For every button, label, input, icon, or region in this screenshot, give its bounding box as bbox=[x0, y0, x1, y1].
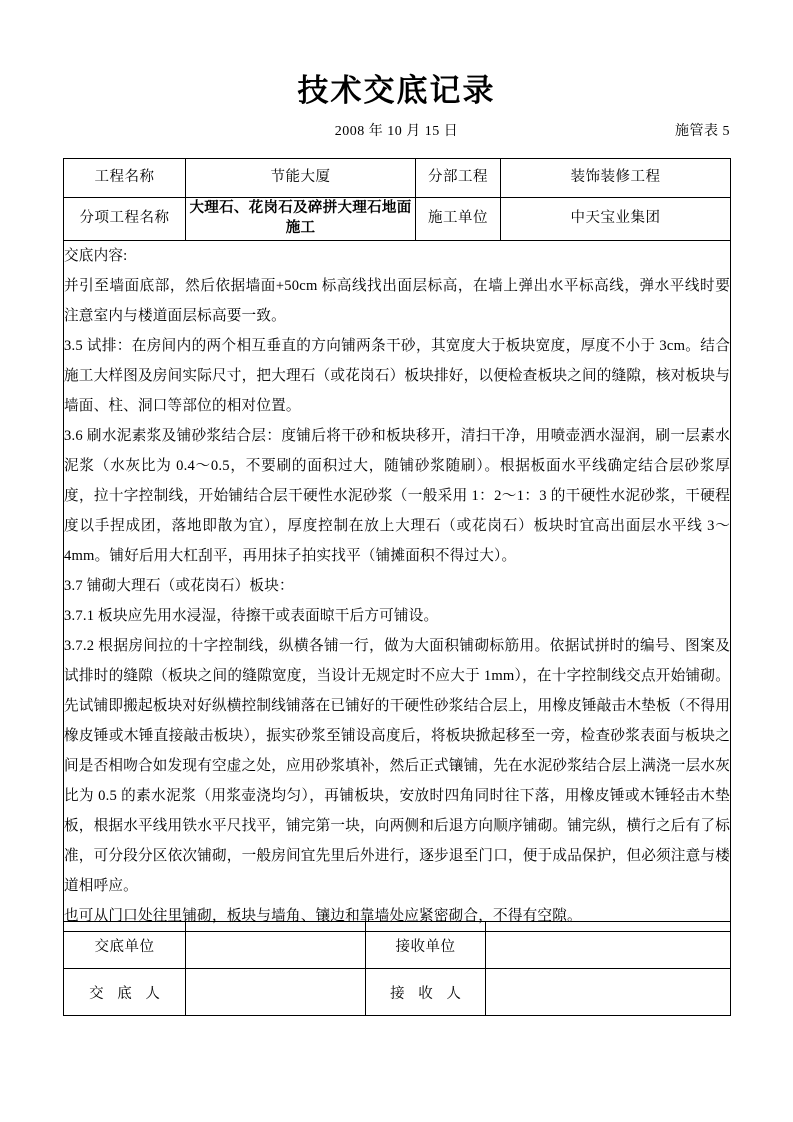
content-paragraph: 3.7 铺砌大理石（或花岗石）板块： bbox=[64, 578, 294, 594]
table-row bbox=[64, 159, 731, 198]
form-code: 施管表 5 bbox=[675, 124, 730, 140]
content-paragraph: 也可从门口处往里铺砌，板块与墙角、镶边和靠墙处应紧密砌合，不得有空隙。 bbox=[64, 908, 582, 924]
receiver-unit-field[interactable] bbox=[486, 922, 731, 969]
table-row bbox=[64, 922, 731, 969]
subproject-label: 分项工程名称 bbox=[64, 198, 186, 241]
content-paragraph: 3.7.2 根据房间拉的十字控制线，纵横各铺一行，做为大面积铺砌标筋用。依据试拼时的编号、图案及试排时的缝隙（板块之间的缝隙宽度，当设计无规定时不应大于 1mm），在十字控制线交点开始铺砌。先试铺即搬起板块对好纵横控制线铺落在已铺好的干硬性砂浆结合层上，用橡皮锤敲击木垫板（不得用橡皮锤或木锤直接敲击板块），振实砂浆至铺设高度后，将板块掀起移至一旁，检查砂浆表面与板块之间是否相吻合如发现有空虚之处，应用砂浆填补，然后正式镶铺，先在水泥砂浆结合层上满浇一层水灰比为 0.5 的素水泥浆（用浆壶浇均匀），再铺板块，安放时四角同时往下落，用橡皮锤或木锤轻击木垫板，根据水平线用铁水平尺找平，铺完第一块，向两侧和后退方向顺序铺砌。铺完纵，横行之后有了标准，可分段分区依次铺砌，一般房间宜先里后外进行，逐步退至门口，便于成品保护，但必须注意与楼道相呼应。 bbox=[64, 638, 730, 894]
document-date: 2008 年 10 月 15 日 bbox=[334, 124, 459, 140]
project-name-label: 工程名称 bbox=[64, 159, 186, 198]
content-paragraph: 并引至墙面底部，然后依据墙面+50cm 标高线找出面层标高，在墙上弹出水平标高线，弹水平线时要注意室内与楼道面层标高要一致。 bbox=[64, 278, 730, 324]
project-name-value: 节能大厦 bbox=[186, 159, 416, 198]
discloser-unit-label: 交底单位 bbox=[64, 922, 186, 969]
contractor-value: 中天宝业集团 bbox=[501, 198, 731, 241]
disclosure-content bbox=[64, 241, 730, 931]
discloser-unit-field[interactable] bbox=[186, 922, 366, 969]
subtitle-row bbox=[0, 120, 793, 142]
table-row bbox=[64, 969, 731, 1016]
subproject-value: 大理石、花岗石及碎拼大理石地面施工 bbox=[186, 198, 416, 241]
title-block bbox=[0, 0, 793, 142]
signature-table bbox=[63, 921, 731, 1016]
division-value: 装饰装修工程 bbox=[501, 159, 731, 198]
technical-disclosure-table bbox=[63, 158, 731, 932]
discloser-person-field[interactable] bbox=[186, 969, 366, 1016]
disclosure-content-cell bbox=[64, 241, 731, 932]
content-heading: 交底内容: bbox=[64, 248, 128, 264]
page-title: 技术交底记录 bbox=[297, 73, 496, 108]
content-paragraph: 3.7.1 板块应先用水浸湿，待擦干或表面晾干后方可铺设。 bbox=[64, 608, 439, 624]
table-row bbox=[64, 198, 731, 241]
discloser-person-label: 交 底 人 bbox=[64, 969, 186, 1016]
division-label: 分部工程 bbox=[416, 159, 501, 198]
receiver-person-field[interactable] bbox=[486, 969, 731, 1016]
receiver-unit-label: 接收单位 bbox=[366, 922, 486, 969]
contractor-label: 施工单位 bbox=[416, 198, 501, 241]
receiver-person-label: 接 收 人 bbox=[366, 969, 486, 1016]
table-row bbox=[64, 241, 731, 932]
content-paragraph: 3.6 刷水泥素浆及铺砂浆结合层：度铺后将干砂和板块移开，清扫干净，用喷壶洒水湿润，刷一层素水泥浆（水灰比为 0.4～0.5，不要刷的面积过大，随铺砂浆随刷）。根据板面水平线确定结合层砂浆厚度，拉十字控制线，开始铺结合层干硬性水泥砂浆（一般采用 1：2～1：3 的干硬性水泥砂浆，干硬程度以手捏成团，落地即散为宜），厚度控制在放上大理石（或花岗石）板块时宜高出面层水平线 3～4mm。铺好后用大杠刮平，再用抹子拍实找平（铺摊面积不得过大）。 bbox=[64, 428, 730, 564]
content-paragraph: 3.5 试排：在房间内的两个相互垂直的方向铺两条干砂，其宽度大于板块宽度，厚度不小于 3cm。结合施工大样图及房间实际尺寸，把大理石（或花岗石）板块排好，以便检查板块之间的缝隙，核对板块与墙面、柱、洞口等部位的相对位置。 bbox=[64, 338, 730, 414]
